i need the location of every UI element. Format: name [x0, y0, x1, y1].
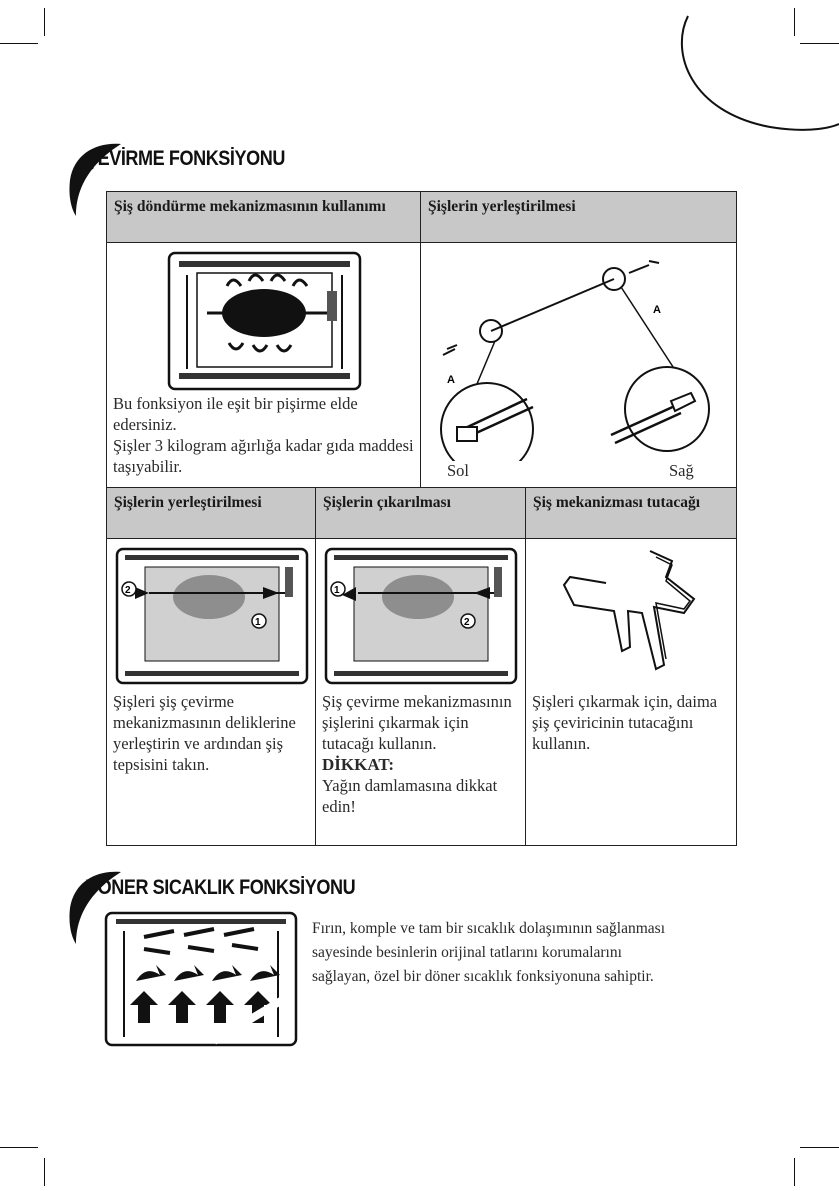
marker-a-right: A	[653, 304, 661, 316]
oven-step-icon	[115, 547, 309, 685]
insertion-text: Şişleri şiş çevirme mekanizmasının deliklerine yerleştirin ve ardından şiş tepsisini takın.	[113, 692, 296, 774]
warning-title: DİKKAT:	[322, 755, 395, 774]
marker-a-left: A	[447, 374, 455, 386]
corner-arc-decoration	[670, 12, 839, 137]
crop-mark	[794, 1158, 795, 1186]
handle-text: Şişleri çıkarmak için, daima şiş çeviricinin tutacağını kullanın.	[532, 692, 718, 753]
oven-step-icon	[324, 547, 518, 685]
handle-cell	[526, 539, 737, 846]
warning-text: Yağın damlamasına dikkat edin!	[322, 776, 498, 816]
label-sol: Sol	[447, 461, 470, 480]
crop-mark	[800, 1147, 839, 1148]
oven-convection-icon	[104, 911, 298, 1047]
step-2-marker: 2	[125, 585, 131, 596]
crop-mark	[0, 1147, 38, 1148]
spit-handle-icon	[540, 545, 730, 685]
header-cell-handle: Şiş mekanizması tutacağı	[526, 488, 737, 539]
placement-cell	[421, 243, 737, 488]
rotisserie-table	[106, 191, 737, 846]
header-cell-placement: Şişlerin yerleştirilmesi	[421, 192, 737, 243]
step-1-marker: 1	[334, 585, 340, 596]
label-sag: Sağ	[669, 461, 694, 480]
header-cell-usage: Şiş döndürme mekanizmasının kullanımı	[107, 192, 421, 243]
step-2-marker: 2	[464, 617, 470, 628]
oven-rotisserie-icon	[167, 251, 362, 391]
step-1-marker: 1	[255, 617, 261, 628]
crop-mark	[0, 43, 38, 44]
section-title-rotisserie: ÇEVİRME FONKSİYONU	[85, 147, 285, 170]
header-cell-removal: Şişlerin çıkarılması	[316, 488, 526, 539]
usage-text-2: Şişler 3 kilogram ağırlığa kadar gıda maddesi taşıyabilir.	[113, 436, 414, 476]
convection-text: Fırın, komple ve tam bir sıcaklık dolaşımının sağlanması sayesinde besinlerin orijinal tatlarını korumalarını sağlayan, özel bir döner sıcaklık fonksiyonuna sahiptir.	[312, 920, 666, 985]
insertion-cell	[107, 539, 316, 846]
removal-cell	[316, 539, 526, 846]
crop-mark	[44, 1158, 45, 1186]
header-cell-insertion: Şişlerin yerleştirilmesi	[107, 488, 316, 539]
usage-cell	[107, 243, 421, 488]
section-title-convection: DÖNER SICAKLIK FONKSİYONU	[85, 876, 356, 899]
spit-insertion-diagram	[429, 251, 729, 461]
usage-text-1: Bu fonksiyon ile eşit bir pişirme elde edersiniz.	[113, 394, 358, 434]
removal-text: Şiş çevirme mekanizmasının şişlerini çıkarmak için tutacağı kullanın.	[322, 692, 512, 753]
crop-mark	[44, 8, 45, 36]
